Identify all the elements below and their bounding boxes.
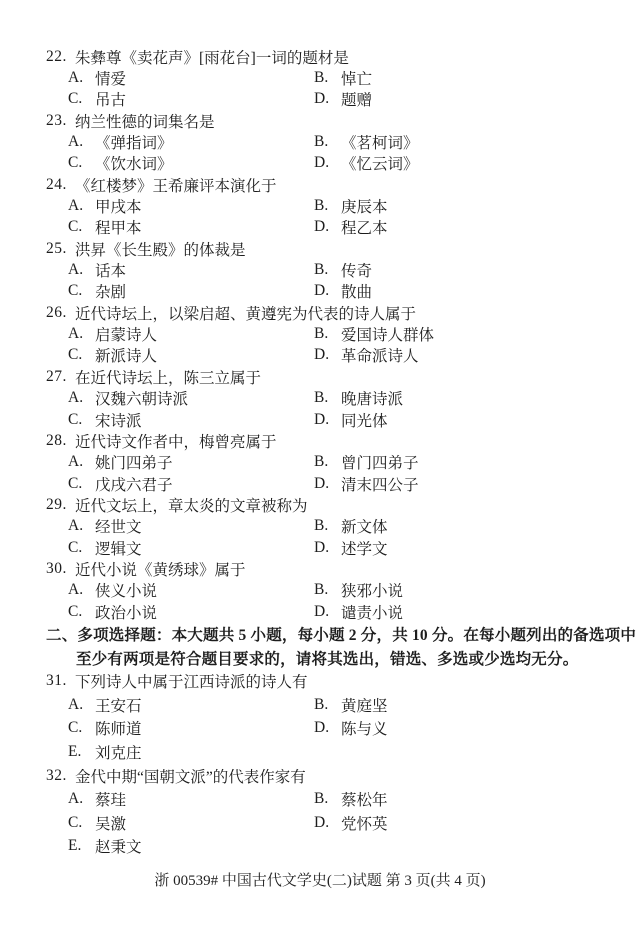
option-text: 杂剧 — [95, 284, 127, 302]
question-number: 25. — [46, 239, 67, 257]
option-text: 蔡松年 — [341, 792, 388, 810]
page-footer: 浙 00539# 中国古代文学史(二)试题 第 3 页(共 4 页) — [154, 873, 486, 889]
question — [46, 46, 614, 110]
question-number: 23. — [46, 111, 67, 129]
question-stem: 近代小说《黄绣球》属于 — [75, 561, 246, 579]
option-row — [46, 67, 614, 88]
option — [314, 280, 372, 302]
option — [314, 717, 388, 739]
option-label: A. — [68, 695, 84, 713]
option-label: D. — [314, 282, 330, 300]
option-label: D. — [314, 602, 330, 620]
option-label: B. — [314, 325, 329, 343]
section-heading-line2: 至少有两项是符合题目要求的，请将其选出，错选、多选或少选均无分。 — [76, 650, 579, 668]
question-stem: 下列诗人中属于江西诗派的诗人有 — [75, 674, 308, 692]
option-label: C. — [68, 90, 83, 108]
option-text: 狭邪小说 — [341, 583, 404, 601]
option-label: D. — [314, 90, 330, 108]
option-text: 话本 — [95, 263, 127, 281]
option-text: 谴责小说 — [341, 604, 404, 622]
option-label: B. — [314, 790, 329, 808]
option — [68, 387, 314, 409]
option — [68, 788, 314, 810]
option — [314, 579, 403, 601]
option-text: 情爱 — [95, 71, 127, 89]
option-text: 传奇 — [341, 263, 373, 281]
option — [314, 152, 419, 174]
option — [68, 409, 314, 431]
option-text: 题赠 — [341, 92, 373, 110]
option-text: 庚辰本 — [341, 199, 388, 217]
option-text: 曾门四弟子 — [341, 455, 419, 473]
option-text: 革命派诗人 — [341, 348, 419, 366]
option — [314, 473, 419, 495]
option-text: 宋诗派 — [95, 412, 142, 430]
question-line — [46, 430, 614, 451]
question-number: 28. — [46, 431, 67, 449]
option — [314, 88, 372, 110]
option-row — [46, 281, 614, 302]
option-label: A. — [68, 69, 84, 87]
option — [314, 694, 388, 716]
option-text: 同光体 — [341, 412, 388, 430]
option — [314, 195, 388, 217]
option — [68, 131, 314, 153]
option-label: A. — [68, 197, 84, 215]
option-label: D. — [314, 813, 330, 831]
option-label: C. — [68, 282, 83, 300]
option — [68, 537, 314, 559]
option — [314, 216, 388, 238]
option — [68, 694, 314, 716]
question-stem: 近代文坛上，章太炎的文章被称为 — [75, 497, 308, 515]
option-row — [46, 717, 614, 741]
option-label: A. — [68, 325, 84, 343]
question-line — [46, 366, 614, 387]
option-label: C. — [68, 813, 83, 831]
option-text: 散曲 — [341, 284, 373, 302]
question-line — [46, 238, 614, 259]
question-number: 26. — [46, 303, 67, 321]
option-text: 晚唐诗派 — [341, 391, 404, 409]
option-row — [46, 537, 614, 558]
option-text: 新文体 — [341, 519, 388, 537]
option — [68, 344, 314, 366]
option-text: 程甲本 — [95, 220, 142, 238]
option-label: D. — [314, 474, 330, 492]
option-text: 王安石 — [95, 697, 142, 715]
option-label: B. — [314, 69, 329, 87]
option-label: A. — [68, 517, 84, 535]
option-label: C. — [68, 410, 83, 428]
question-stem: 金代中期“国朝文派”的代表作家有 — [75, 768, 306, 786]
option-text: 政治小说 — [95, 604, 158, 622]
option-text: 新派诗人 — [95, 348, 158, 366]
option — [314, 67, 372, 89]
question-number: 31. — [46, 672, 67, 690]
option-label: D. — [314, 719, 330, 737]
option-row — [46, 195, 614, 216]
option-text: 逻辑文 — [95, 540, 142, 558]
option-label: C. — [68, 474, 83, 492]
option-label: D. — [314, 538, 330, 556]
option — [68, 473, 314, 495]
option-label: D. — [314, 154, 330, 172]
option-text: 程乙本 — [341, 220, 388, 238]
option-label: D. — [314, 410, 330, 428]
option-text: 姚门四弟子 — [95, 455, 173, 473]
option-label: A. — [68, 389, 84, 407]
question-number: 32. — [46, 766, 67, 784]
option-row — [46, 693, 614, 717]
option-text: 党怀英 — [341, 815, 388, 833]
option-label: C. — [68, 218, 83, 236]
option — [68, 741, 314, 763]
question-line — [46, 494, 614, 515]
option — [314, 601, 403, 623]
option-text: 《饮水词》 — [95, 156, 173, 174]
option-text: 陈与义 — [341, 721, 388, 739]
option-text: 吴激 — [95, 815, 127, 833]
option-row — [46, 473, 614, 494]
option-row — [46, 601, 614, 622]
question — [46, 238, 614, 302]
question-stem: 纳兰性德的词集名是 — [75, 113, 215, 131]
option — [68, 216, 314, 238]
option-label: A. — [68, 790, 84, 808]
option-row — [46, 388, 614, 409]
option — [314, 515, 388, 537]
option-label: B. — [314, 695, 329, 713]
option-label: A. — [68, 581, 84, 599]
option-text: 甲戌本 — [95, 199, 142, 217]
question — [46, 430, 614, 494]
option-text: 《茗柯词》 — [341, 135, 419, 153]
option — [68, 451, 314, 473]
option-row — [46, 787, 614, 811]
question-number: 22. — [46, 47, 67, 65]
option-label: A. — [68, 261, 84, 279]
question-stem: 朱彝尊《卖花声》[雨花台]一词的题材是 — [75, 49, 349, 67]
option-text: 汉魏六朝诗派 — [95, 391, 189, 409]
option-label: C. — [68, 154, 83, 172]
option-label: B. — [314, 197, 329, 215]
option — [314, 259, 372, 281]
option — [68, 195, 314, 217]
option-text: 经世文 — [95, 519, 142, 537]
multi-choice-questions — [46, 669, 614, 858]
question-number: 24. — [46, 175, 67, 193]
option-label: D. — [314, 218, 330, 236]
option — [68, 323, 314, 345]
question-number: 29. — [46, 495, 67, 513]
option-label: B. — [314, 581, 329, 599]
option-text: 述学文 — [341, 540, 388, 558]
option-text: 侠义小说 — [95, 583, 158, 601]
option-row — [46, 153, 614, 174]
option — [314, 344, 419, 366]
option-text: 陈师道 — [95, 721, 142, 739]
option-label: C. — [68, 719, 83, 737]
option-row — [46, 409, 614, 430]
option — [68, 717, 314, 739]
question-number: 27. — [46, 367, 67, 385]
option — [68, 601, 314, 623]
option — [314, 131, 419, 153]
option-label: B. — [314, 389, 329, 407]
option-row — [46, 89, 614, 110]
question — [46, 110, 614, 174]
option-label: E. — [68, 837, 82, 855]
option — [314, 323, 434, 345]
option-row — [46, 580, 614, 601]
question-line — [46, 669, 614, 693]
option — [68, 259, 314, 281]
option-text: 悼亡 — [341, 71, 373, 89]
question — [46, 174, 614, 238]
option-text: 启蒙诗人 — [95, 327, 158, 345]
option-text: 赵秉文 — [95, 839, 142, 857]
option — [68, 812, 314, 834]
option-label: C. — [68, 346, 83, 364]
option-row — [46, 811, 614, 835]
question — [46, 558, 614, 622]
question — [46, 302, 614, 366]
question-stem: 在近代诗坛上，陈三立属于 — [75, 369, 262, 387]
question-stem: 《红楼梦》王希廉评本演化于 — [75, 177, 277, 195]
question — [46, 494, 614, 558]
section-heading-line1: 二、多项选择题：本大题共 5 小题，每小题 2 分，共 10 分。在每小题列出的备选项中 — [46, 627, 637, 645]
option-label: A. — [68, 453, 84, 471]
question-number: 30. — [46, 559, 67, 577]
option-label: E. — [68, 743, 82, 761]
option-label: B. — [314, 517, 329, 535]
option — [314, 788, 388, 810]
option-text: 《弹指词》 — [95, 135, 173, 153]
option-row — [46, 131, 614, 152]
option — [314, 387, 403, 409]
option-label: C. — [68, 602, 83, 620]
option-row — [46, 452, 614, 473]
option — [68, 152, 314, 174]
question — [46, 764, 614, 858]
option — [314, 812, 388, 834]
option-row — [46, 740, 614, 764]
option-text: 《忆云词》 — [341, 156, 419, 174]
question-line — [46, 302, 614, 323]
option-label: D. — [314, 346, 330, 364]
option — [68, 835, 314, 857]
question-line — [46, 764, 614, 788]
option-text: 吊古 — [95, 92, 127, 110]
question-stem: 近代诗坛上，以梁启超、黄遵宪为代表的诗人属于 — [75, 305, 417, 323]
option — [314, 409, 388, 431]
question-line — [46, 174, 614, 195]
option-text: 蔡珪 — [95, 792, 127, 810]
option-text: 爱国诗人群体 — [341, 327, 435, 345]
option — [314, 451, 419, 473]
option-text: 刘克庄 — [95, 745, 142, 763]
option-label: A. — [68, 133, 84, 151]
option-label: B. — [314, 453, 329, 471]
option-row — [46, 516, 614, 537]
option-label: B. — [314, 261, 329, 279]
question — [46, 669, 614, 763]
option — [314, 537, 388, 559]
question-stem: 洪昇《长生殿》的体裁是 — [75, 241, 246, 259]
section-heading — [46, 622, 637, 669]
option-row — [46, 345, 614, 366]
single-choice-questions — [46, 46, 614, 622]
option-row — [46, 259, 614, 280]
option-text: 黄庭坚 — [341, 697, 388, 715]
option — [68, 88, 314, 110]
question-stem: 近代诗文作者中，梅曾亮属于 — [75, 433, 277, 451]
option-text: 清末四公子 — [341, 476, 419, 494]
option-row — [46, 217, 614, 238]
question-line — [46, 110, 614, 131]
option-label: C. — [68, 538, 83, 556]
question — [46, 366, 614, 430]
option — [68, 579, 314, 601]
question-line — [46, 46, 614, 67]
option-row — [46, 835, 614, 859]
option — [68, 515, 314, 537]
question-line — [46, 558, 614, 579]
option-label: B. — [314, 133, 329, 151]
option — [68, 280, 314, 302]
option — [68, 67, 314, 89]
option-row — [46, 323, 614, 344]
option-text: 戊戌六君子 — [95, 476, 173, 494]
